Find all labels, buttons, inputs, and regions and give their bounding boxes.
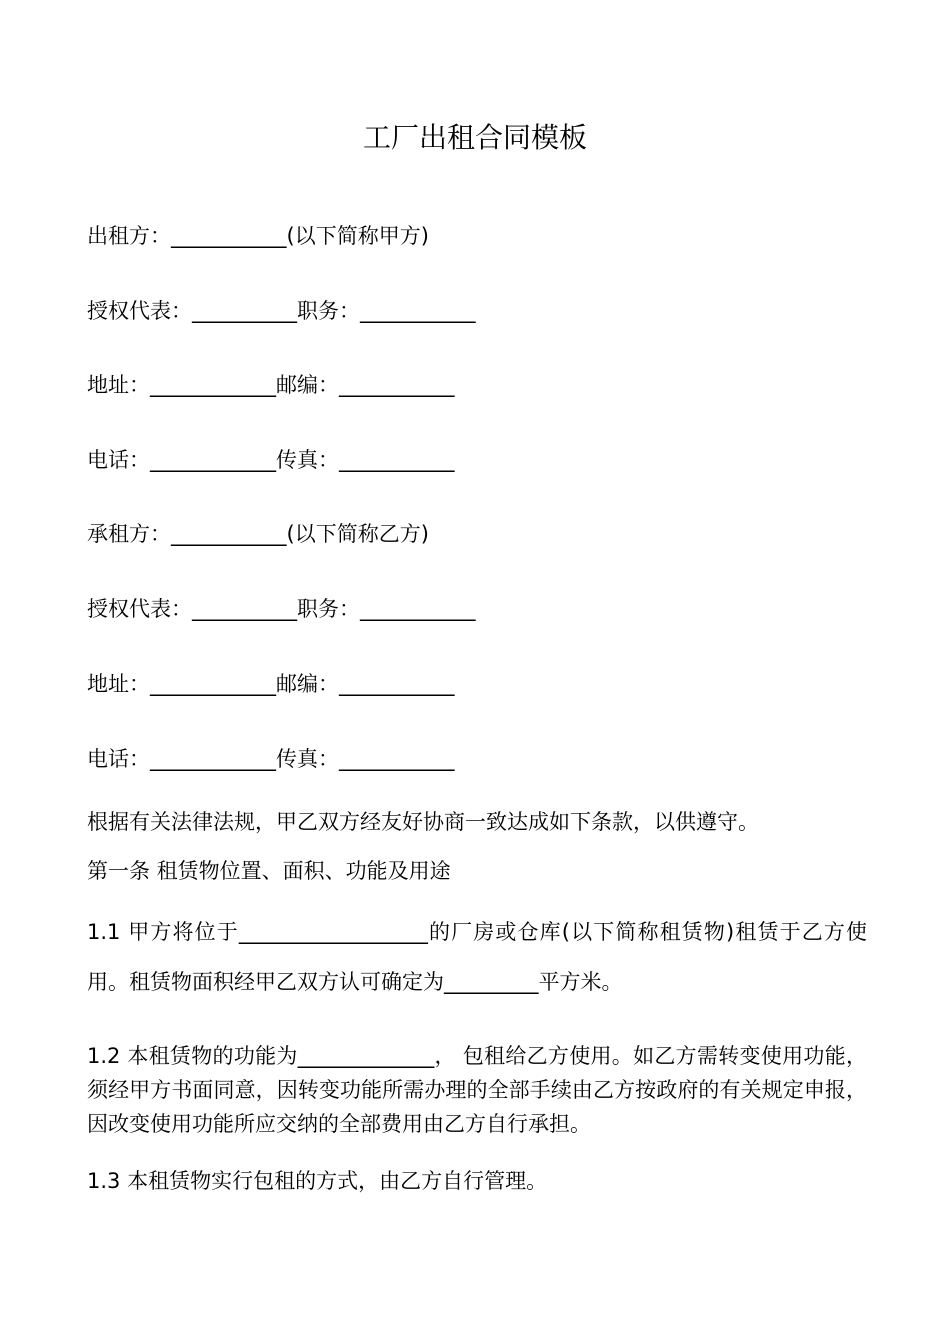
clause-1-3: 1.3 本租赁物实行包租的方式，由乙方自行管理。 bbox=[87, 1169, 548, 1193]
lessor-line: 出租方：___________(以下简称甲方) bbox=[87, 224, 429, 248]
party-b-phone-line: 电话：____________传真：___________ bbox=[87, 747, 455, 771]
party-a-representative-line: 授权代表：__________职务：___________ bbox=[87, 299, 476, 323]
preamble-paragraph: 根据有关法律法规，甲乙双方经友好协商一致达成如下条款，以供遵守。 bbox=[87, 810, 759, 834]
party-b-representative-line: 授权代表：__________职务：___________ bbox=[87, 597, 476, 621]
article-1-heading: 第一条 租赁物位置、面积、功能及用途 bbox=[87, 859, 451, 883]
document-title: 工厂出租合同模板 bbox=[362, 121, 587, 154]
lessee-line: 承租方：___________(以下简称乙方) bbox=[87, 522, 429, 546]
party-b-address-line: 地址：____________邮编：___________ bbox=[87, 672, 455, 696]
party-a-address-line: 地址：____________邮编：___________ bbox=[87, 373, 455, 397]
clause-1-2: 1.2 本租赁物的功能为_____________， 包租给乙方使用。如乙方需转变使用功能，须经甲方书面同意，因转变功能所需办理的全部手续由乙方按政府的有关规定申报，因改变使用功能所应交纳的全部费用由乙方自行承担。 bbox=[87, 1044, 867, 1136]
party-a-phone-line: 电话：____________传真：___________ bbox=[87, 448, 455, 472]
clause-1-1: 1.1 甲方将位于__________________的厂房或仓库(以下简称租赁物)租赁于乙方使用。租赁物面积经甲乙双方认可确定为_________平方米。 bbox=[87, 920, 867, 994]
